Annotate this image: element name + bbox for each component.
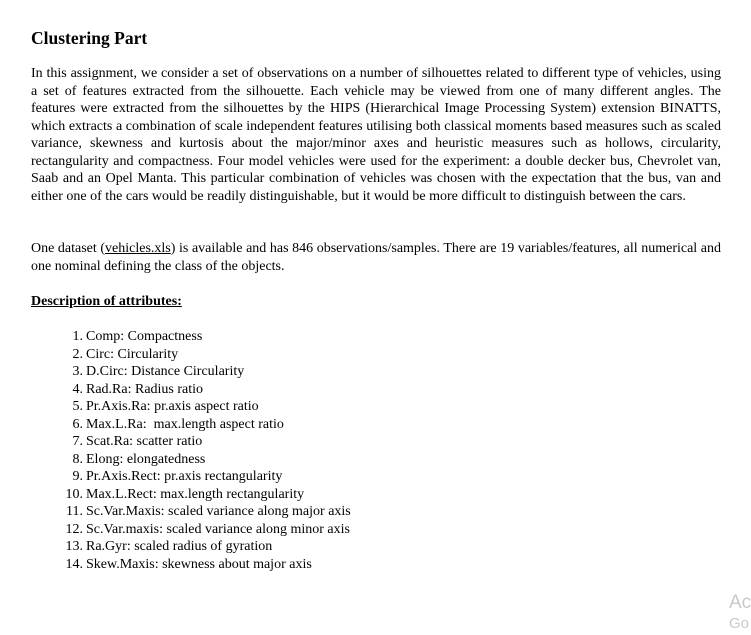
attribute-number: 8. xyxy=(72,451,83,467)
attribute-number: 11. xyxy=(66,504,83,519)
section-heading: Clustering Part xyxy=(31,28,148,48)
watermark-line-1: Ac xyxy=(729,592,751,613)
dataset-text-after: ) is available and has 846 observations/samples. There are 19 variables/features, all numerical and one nominal defining the class of the objects. xyxy=(31,241,721,274)
attribute-number: 7. xyxy=(72,434,83,449)
attribute-text: Circ: Circularity xyxy=(86,346,179,362)
attribute-text: D.Circ: Distance Circularity xyxy=(86,364,245,379)
attribute-text: Rad.Ra: Radius ratio xyxy=(86,381,204,397)
attribute-number: 6. xyxy=(72,416,83,432)
dataset-paragraph xyxy=(31,240,721,275)
attribute-number: 1. xyxy=(72,329,83,344)
attribute-number: 9. xyxy=(72,469,83,484)
watermark-line-2: Go xyxy=(729,615,750,632)
attribute-number: 14. xyxy=(65,556,83,572)
attribute-text: Comp: Compactness xyxy=(86,329,203,344)
attribute-text: Pr.Axis.Ra: pr.axis aspect ratio xyxy=(86,399,259,414)
attribute-number: 13. xyxy=(65,539,83,554)
activate-windows-watermark xyxy=(729,592,751,635)
attribute-number: 4. xyxy=(72,381,83,397)
attribute-number: 5. xyxy=(72,399,83,414)
attribute-text: Max.L.Ra: max.length aspect ratio xyxy=(86,416,284,432)
attribute-text: Scat.Ra: scatter ratio xyxy=(86,434,203,449)
attribute-text: Max.L.Rect: max.length rectangularity xyxy=(86,486,305,502)
attribute-number: 3. xyxy=(72,364,83,379)
attribute-text: Pr.Axis.Rect: pr.axis rectangularity xyxy=(86,469,283,484)
attribute-number: 10. xyxy=(65,486,83,502)
attribute-number: 2. xyxy=(72,346,83,362)
vehicles-xls-link[interactable]: vehicles.xls xyxy=(105,241,171,256)
attribute-text: Elong: elongatedness xyxy=(86,451,206,467)
attributes-heading: Description of attributes: xyxy=(31,294,182,309)
dataset-text-before: One dataset ( xyxy=(31,241,106,256)
attribute-text: Ra.Gyr: scaled radius of gyration xyxy=(86,539,273,554)
attribute-text: Skew.Maxis: skewness about major axis xyxy=(86,556,312,572)
attribute-text: Sc.Var.Maxis: scaled variance along major axis xyxy=(86,504,351,519)
attribute-text: Sc.Var.maxis: scaled variance along minor axis xyxy=(86,521,350,537)
attribute-number: 12. xyxy=(65,521,83,537)
intro-paragraph: In this assignment, we consider a set of observations on a number of silhouettes related to different type of vehicles, using a set of features extracted from the silhouette. Each vehicle may be viewed from one of many different angles. The features were extracted from the silhouettes by the HIPS (Hierarchical Image Processing System) extension BINATTS, which extracts a combination of scale independent features utilising both classical moments based measures such as scaled variance, skewness and kurtosis about the major/minor axes and heuristic measures such as hollows, circularity, rectangularity and compactness. Four model vehicles were used for the experiment: a double decker bus, Chevrolet van, Saab and an Opel Manta. This particular combination of vehicles was chosen with the expectation that the bus, van and either one of the cars would be readily distinguishable, but it would be more difficult to distinguish between the cars. xyxy=(31,66,721,204)
